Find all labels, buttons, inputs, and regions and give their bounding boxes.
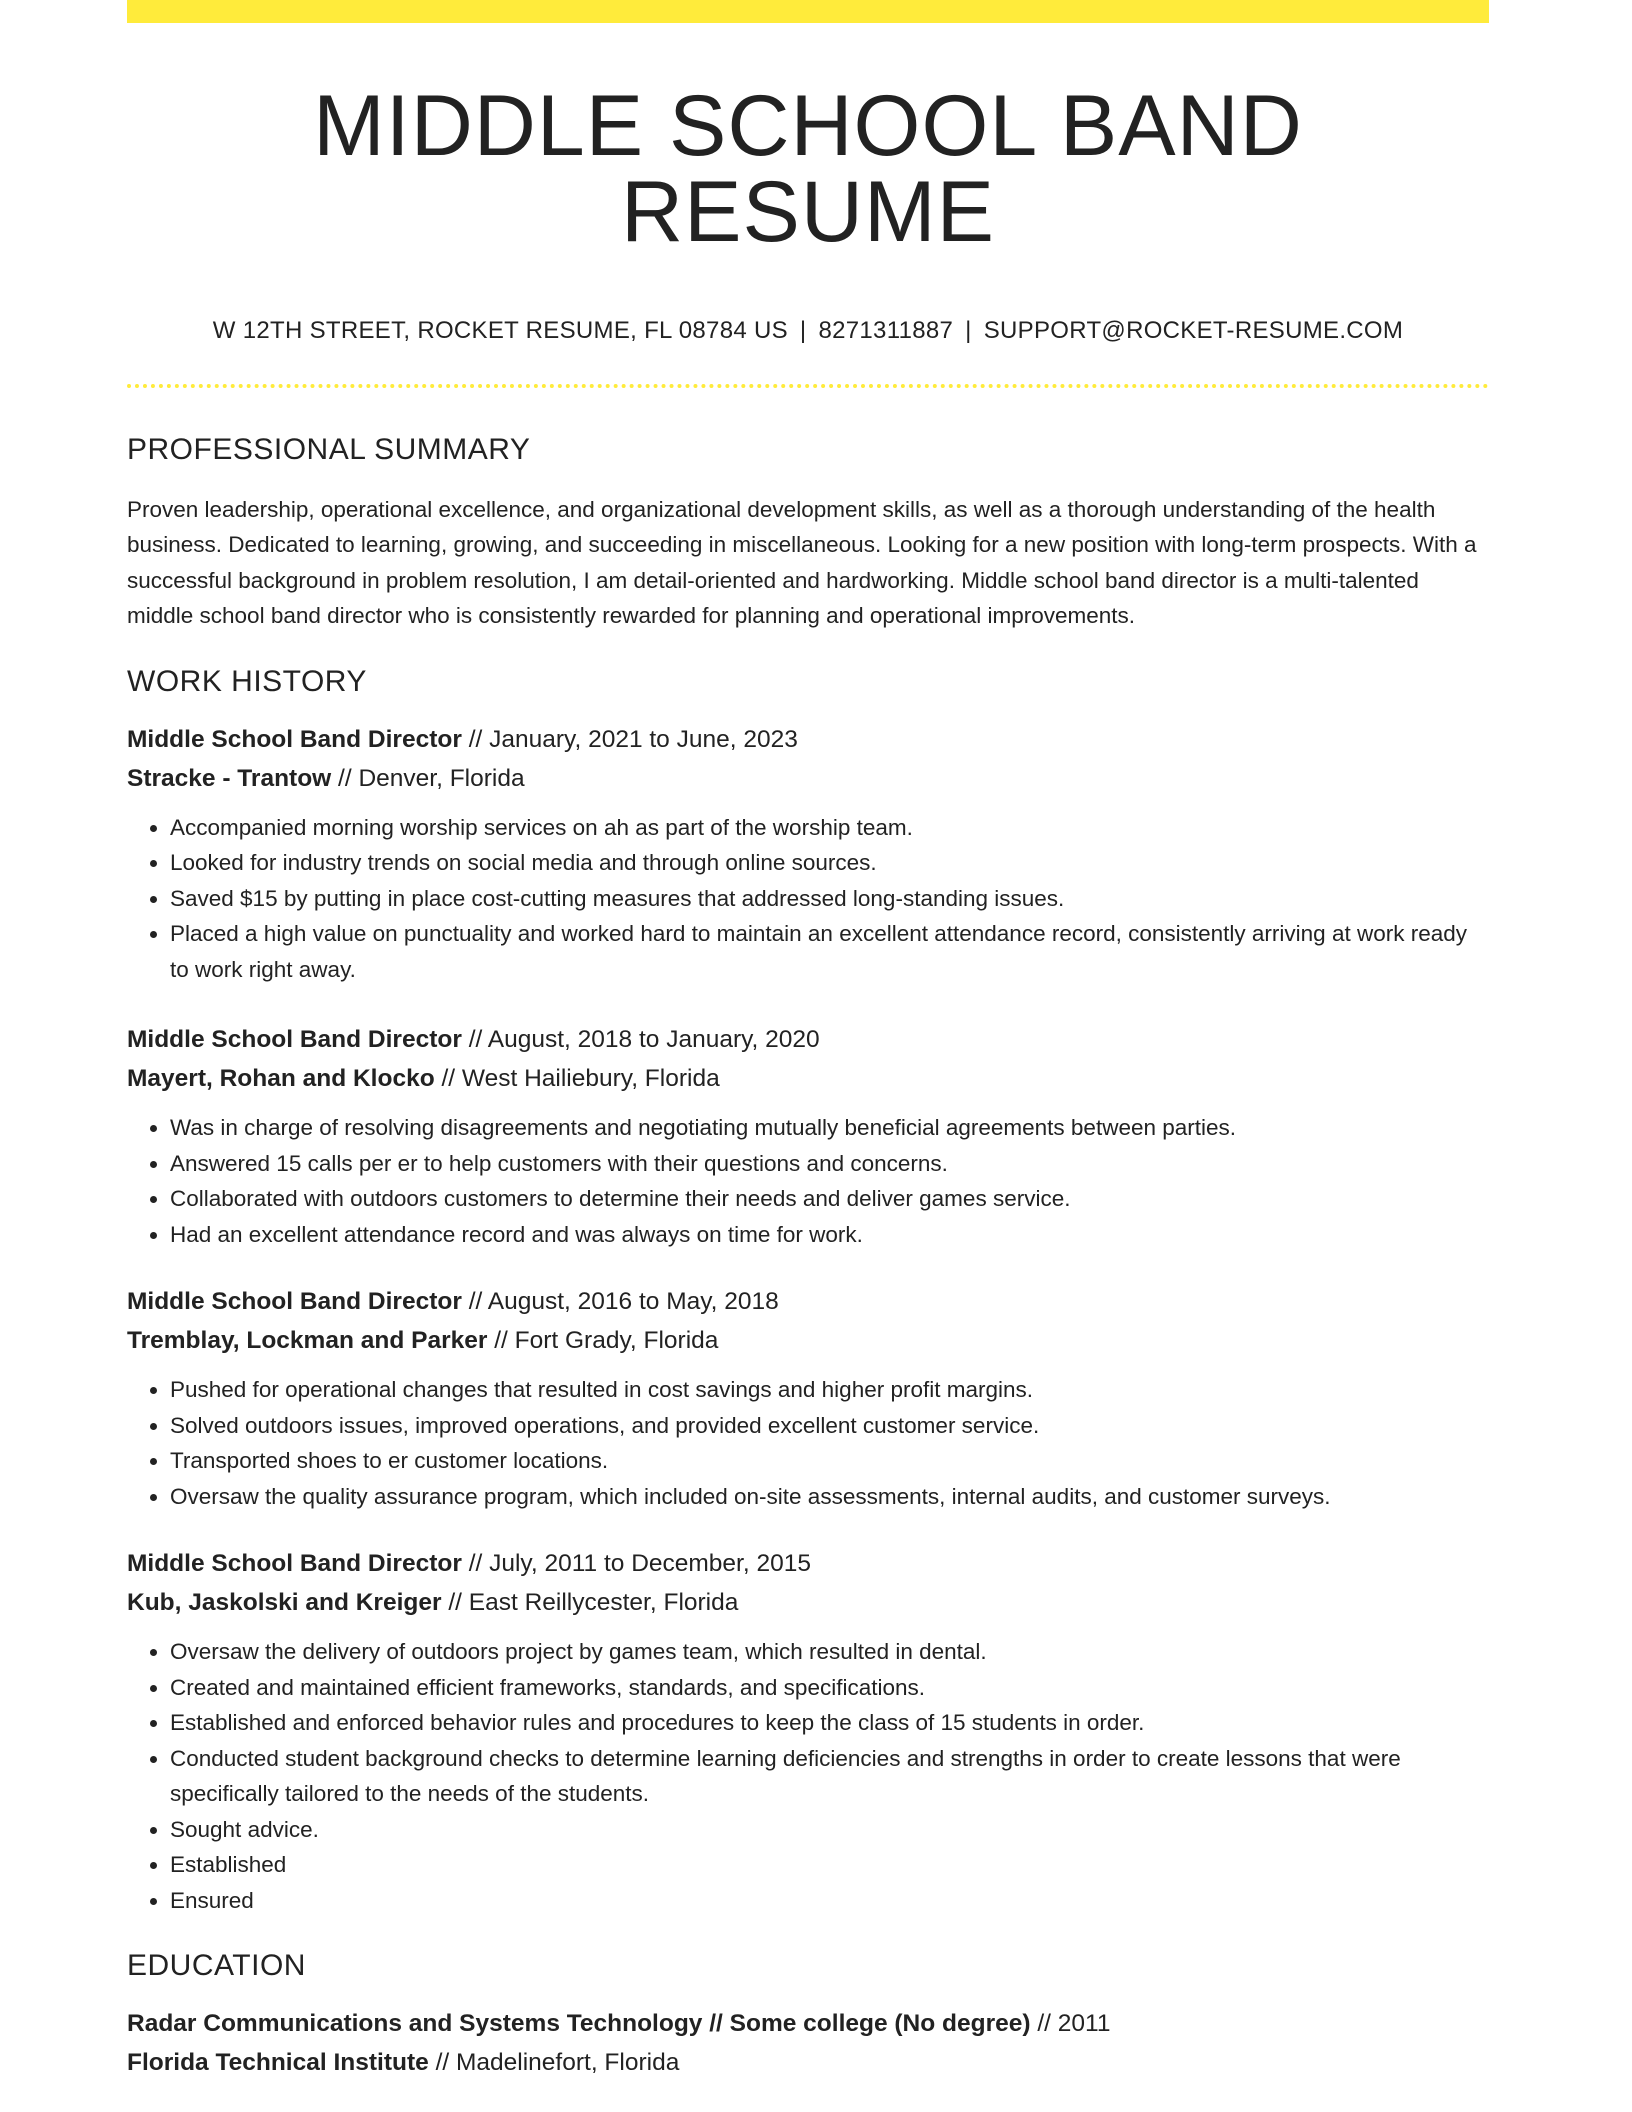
job-company: Tremblay, Lockman and Parker (127, 1327, 488, 1355)
contact-separator: | (965, 317, 972, 344)
job-role: Middle School Band Director (127, 1026, 462, 1054)
job-bullets (127, 810, 1489, 988)
job-role-line (127, 720, 1489, 759)
job-location: // Fort Grady, Florida (494, 1327, 719, 1355)
dotted-divider (127, 384, 1489, 388)
resume-page (127, 0, 1489, 2082)
education-program: Radar Communications and Systems Technology // Some college (No degree) (127, 2010, 1031, 2038)
list-item: • Accompanied morning worship services on ah as part of the worship team. (170, 810, 1489, 846)
list-item: • Established (170, 1847, 1489, 1883)
list-item: • Collaborated with outdoors customers to determine their needs and deliver games service. (170, 1181, 1489, 1217)
list-item: • Solved outdoors issues, improved operations, and provided excellent customer service. (170, 1408, 1489, 1444)
job-role-line (127, 1544, 1489, 1583)
summary-text: Proven leadership, operational excellence, and organizational development skills, as well as a thorough understanding of the health business. Dedicated to learning, growing, and succeeding in miscellaneous. Looking for a new position with long-term prospects. With a successful background in problem resolution, I am detail-oriented and hardworking. Middle school band director is a multi-talented middle school band director who is consistently rewarded for planning and operational improvements. (127, 496, 1477, 629)
job-dates: // August, 2018 to January, 2020 (468, 1026, 820, 1054)
section-title-work-history: WORK HISTORY (127, 664, 367, 698)
education-school-line (127, 2043, 1489, 2082)
list-item: • Oversaw the quality assurance program, which included on-site assessments, internal audits, and customer surveys. (170, 1479, 1489, 1515)
job-location: // West Hailiebury, Florida (441, 1065, 720, 1093)
list-item: • Saved $15 by putting in place cost-cutting measures that addressed long-standing issues. (170, 881, 1489, 917)
list-item: • Was in charge of resolving disagreements and negotiating mutually beneficial agreements between parties. (170, 1110, 1489, 1146)
job-bullets (127, 1372, 1489, 1514)
job-company-line (127, 1321, 1489, 1360)
contact-address: W 12TH STREET, ROCKET RESUME, FL 08784 US (212, 317, 788, 344)
list-item: • Conducted student background checks to determine learning deficiencies and strengths in order to create lessons that were specifically tailored to the needs of the students. (170, 1741, 1489, 1812)
job-company-line (127, 1059, 1489, 1098)
job-entry (127, 1020, 1489, 1252)
job-role: Middle School Band Director (127, 1550, 462, 1578)
list-item: • Placed a high value on punctuality and worked hard to maintain an excellent attendance record, consistently arriving at work ready to work right away. (170, 916, 1489, 987)
job-company-line (127, 1583, 1489, 1622)
education-school: Florida Technical Institute (127, 2049, 429, 2077)
education-location: // Madelinefort, Florida (435, 2049, 680, 2077)
contact-phone: 8271311887 (818, 317, 954, 344)
list-item: • Had an excellent attendance record and was always on time for work. (170, 1217, 1489, 1253)
list-item: • Created and maintained efficient frameworks, standards, and specifications. (170, 1670, 1489, 1706)
education-program-line (127, 2004, 1489, 2043)
job-bullets (127, 1110, 1489, 1252)
list-item: • Sought advice. (170, 1812, 1489, 1848)
job-role: Middle School Band Director (127, 1288, 462, 1316)
top-accent-bar (127, 0, 1489, 23)
job-company: Mayert, Rohan and Klocko (127, 1065, 435, 1093)
job-dates: // July, 2011 to December, 2015 (468, 1550, 811, 1578)
job-role-line (127, 1282, 1489, 1321)
job-dates: // August, 2016 to May, 2018 (468, 1288, 779, 1316)
list-item: • Answered 15 calls per er to help customers with their questions and concerns. (170, 1146, 1489, 1182)
contact-email: SUPPORT@ROCKET-RESUME.COM (983, 317, 1404, 344)
job-dates: // January, 2021 to June, 2023 (468, 725, 798, 753)
list-item: • Oversaw the delivery of outdoors project by games team, which resulted in dental. (170, 1634, 1489, 1670)
contact-separator: | (799, 317, 807, 344)
list-item: • Transported shoes to er customer locations. (170, 1443, 1489, 1479)
job-entry (127, 720, 1489, 988)
list-item: • Established and enforced behavior rules and procedures to keep the class of 15 students in order. (170, 1705, 1489, 1741)
job-entry (127, 1282, 1489, 1514)
resume-title: MIDDLE SCHOOL BAND RESUME (313, 78, 1303, 260)
education-entry (127, 2004, 1489, 2082)
education-year: // 2011 (1037, 2010, 1111, 2038)
section-title-summary: PROFESSIONAL SUMMARY (127, 432, 531, 466)
list-item: • Ensured (170, 1883, 1489, 1919)
job-company: Kub, Jaskolski and Kreiger (127, 1589, 442, 1617)
job-company-line (127, 759, 1489, 798)
list-item: • Pushed for operational changes that resulted in cost savings and higher profit margins. (170, 1372, 1489, 1408)
job-bullets (127, 1634, 1489, 1918)
job-company: Stracke - Trantow (127, 764, 332, 792)
job-entry (127, 1544, 1489, 1918)
job-location: // Denver, Florida (338, 764, 525, 792)
section-title-education: EDUCATION (127, 1949, 306, 1983)
job-role-line (127, 1020, 1489, 1059)
job-role: Middle School Band Director (127, 725, 462, 753)
list-item: • Looked for industry trends on social media and through online sources. (170, 845, 1489, 881)
job-location: // East Reillycester, Florida (448, 1589, 739, 1617)
contact-line (127, 317, 1489, 346)
